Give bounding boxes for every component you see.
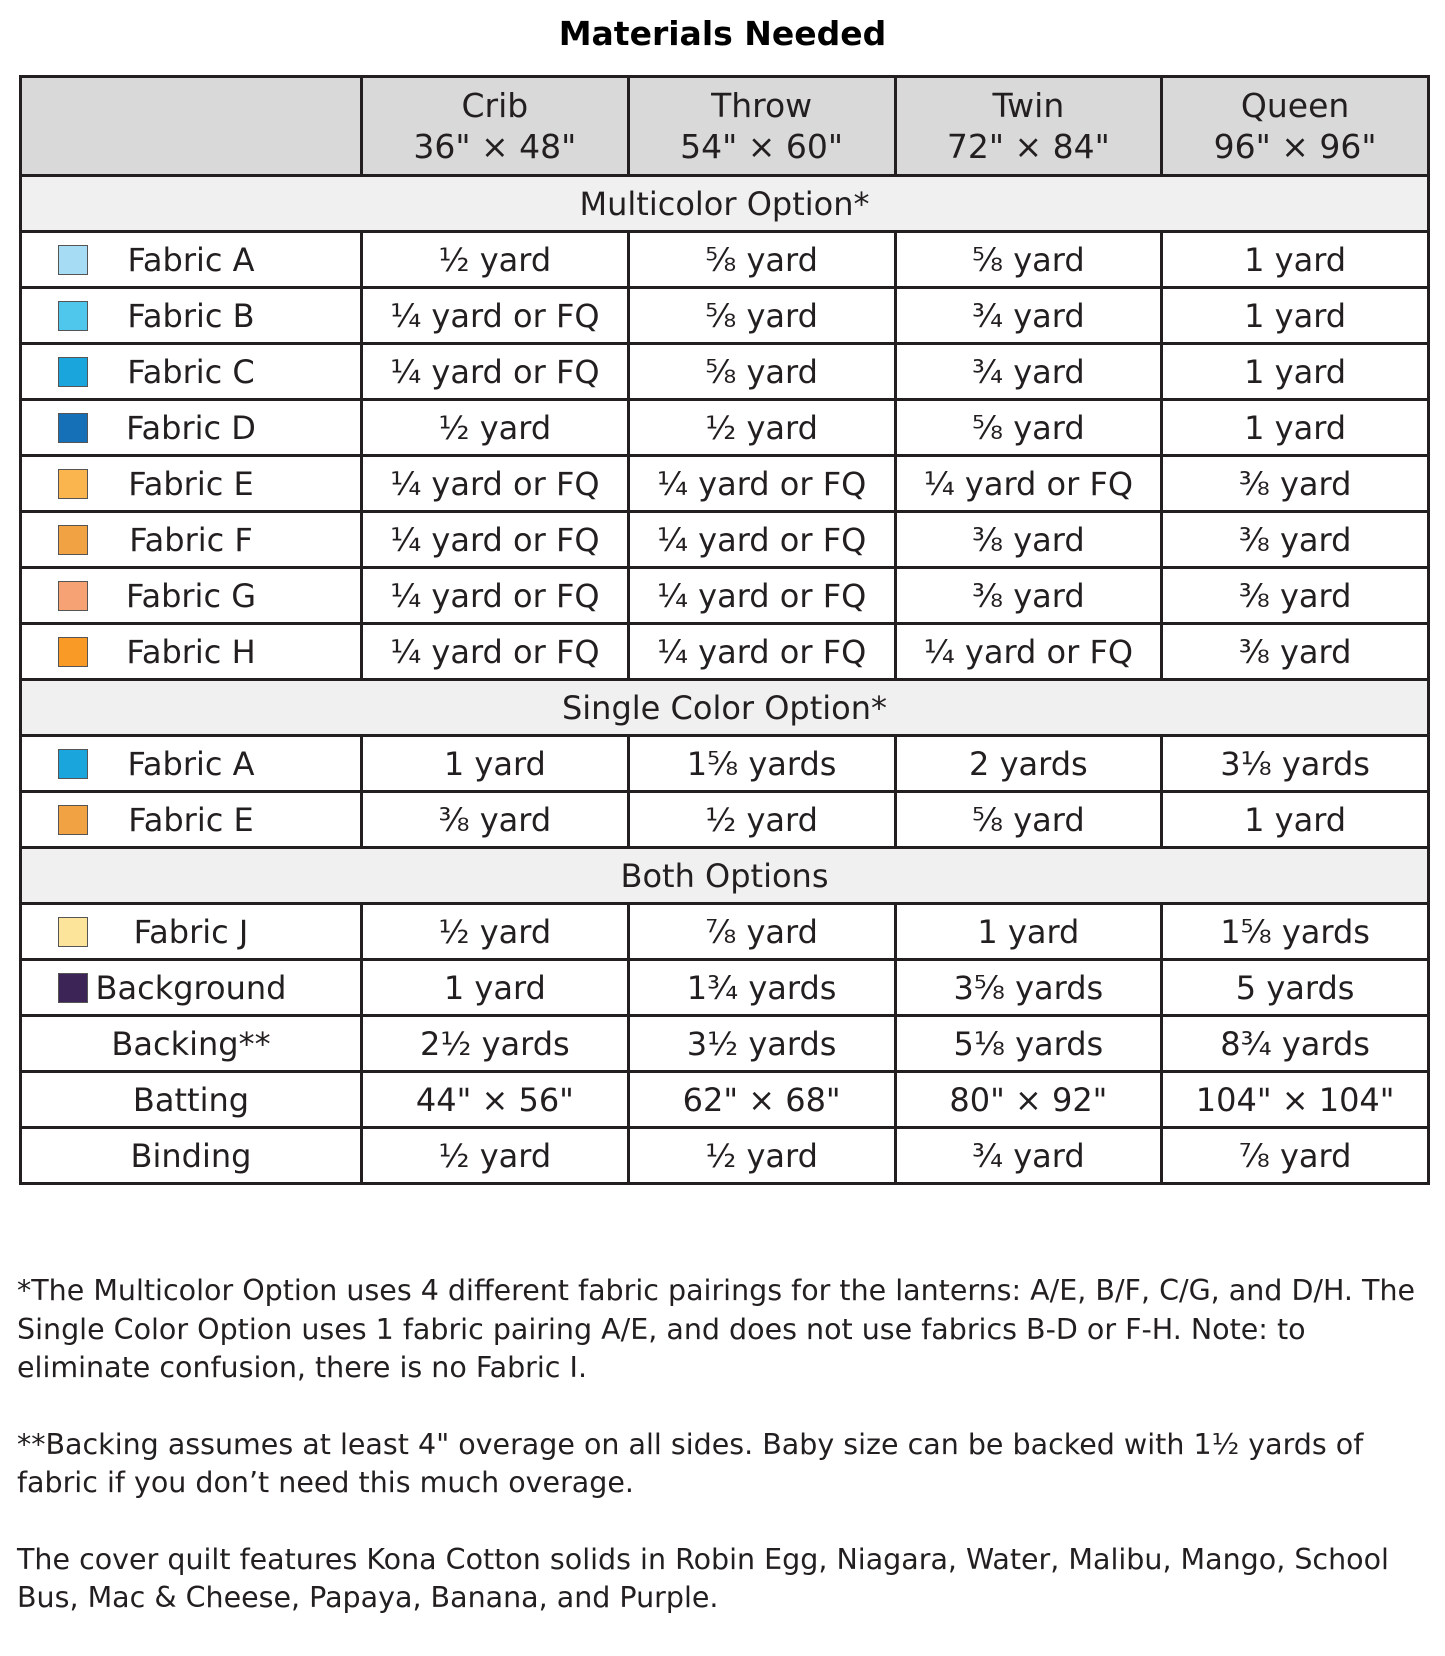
quantity-cell: 2½ yards (362, 1016, 629, 1072)
row-label-cell (21, 344, 362, 400)
quantity-cell: ⅜ yard (362, 792, 629, 848)
color-swatch (58, 413, 88, 443)
row-label-cell (21, 512, 362, 568)
footnote-cover-quilt: The cover quilt features Kona Cotton solids in Robin Egg, Niagara, Water, Malibu, Mango, School Bus, Mac & Cheese, Papaya, Banana, and Purple. (17, 1542, 1389, 1614)
quantity-cell: ⅜ yard (1162, 624, 1429, 680)
row-label: Fabric D (126, 408, 256, 447)
color-swatch (58, 469, 88, 499)
table-row (21, 624, 1429, 680)
quantity-cell: 1 yard (1162, 288, 1429, 344)
color-swatch (58, 805, 88, 835)
column-size: 36" × 48" (413, 127, 577, 166)
quantity-cell: 1 yard (362, 960, 629, 1016)
quantity-cell: ⅝ yard (628, 288, 895, 344)
table-row (21, 512, 1429, 568)
row-label: Fabric A (127, 744, 255, 783)
table-row (21, 904, 1429, 960)
quantity-cell: ½ yard (362, 232, 629, 288)
color-swatch (58, 245, 88, 275)
section-heading-row (21, 680, 1429, 736)
quantity-cell: ½ yard (628, 792, 895, 848)
color-swatch (58, 525, 88, 555)
quantity-cell: 1 yard (1162, 344, 1429, 400)
quantity-cell: ½ yard (362, 904, 629, 960)
quantity-cell: 1 yard (1162, 232, 1429, 288)
page-title: Materials Needed (558, 14, 887, 53)
row-label: Backing** (111, 1024, 271, 1063)
color-swatch (58, 749, 88, 779)
quantity-cell: 5⅛ yards (895, 1016, 1162, 1072)
color-swatch (58, 917, 88, 947)
row-label-cell (21, 1072, 362, 1128)
row-label-cell (21, 400, 362, 456)
quantity-cell: 62" × 68" (628, 1072, 895, 1128)
footnotes (17, 1272, 1437, 1656)
quantity-cell: ⅞ yard (1162, 1128, 1429, 1184)
row-label: Fabric J (133, 912, 249, 951)
quantity-cell: ¾ yard (895, 344, 1162, 400)
quantity-cell: 2 yards (895, 736, 1162, 792)
section-heading-row (21, 848, 1429, 904)
column-size: 54" × 60" (680, 127, 844, 166)
column-header-twin (895, 77, 1162, 176)
quantity-cell: 1 yard (362, 736, 629, 792)
table-row (21, 288, 1429, 344)
table-row (21, 736, 1429, 792)
column-size: 96" × 96" (1213, 127, 1377, 166)
footnote-backing: **Backing assumes at least 4" overage on all sides. Baby size can be backed with 1½ yards of fabric if you don’t need this much overage. (17, 1427, 1364, 1499)
row-label-cell (21, 288, 362, 344)
quantity-cell: ⅝ yard (628, 232, 895, 288)
column-name: Throw (711, 86, 813, 125)
quantity-cell: 1 yard (1162, 400, 1429, 456)
row-label: Background (95, 968, 287, 1007)
quantity-cell: ½ yard (362, 1128, 629, 1184)
row-label: Fabric H (126, 632, 256, 671)
section-heading: Both Options (21, 848, 1429, 904)
row-label-cell (21, 1128, 362, 1184)
quantity-cell: ½ yard (362, 400, 629, 456)
row-label-cell (21, 568, 362, 624)
table-row (21, 232, 1429, 288)
row-label-cell (21, 904, 362, 960)
row-label: Binding (130, 1136, 252, 1175)
quantity-cell: ¼ yard or FQ (362, 288, 629, 344)
quantity-cell: ¼ yard or FQ (362, 624, 629, 680)
quantity-cell: ¼ yard or FQ (628, 512, 895, 568)
quantity-cell: ¼ yard or FQ (895, 456, 1162, 512)
quantity-cell: ¼ yard or FQ (895, 624, 1162, 680)
table-row (21, 1072, 1429, 1128)
quantity-cell: 1⅝ yards (1162, 904, 1429, 960)
quantity-cell: ½ yard (628, 400, 895, 456)
section-heading-row (21, 176, 1429, 232)
quantity-cell: ⅞ yard (628, 904, 895, 960)
quantity-cell: ¼ yard or FQ (628, 568, 895, 624)
quantity-cell: ¼ yard or FQ (362, 568, 629, 624)
quantity-cell: 3⅝ yards (895, 960, 1162, 1016)
quantity-cell: ⅝ yard (895, 792, 1162, 848)
row-label-cell (21, 456, 362, 512)
quantity-cell: 44" × 56" (362, 1072, 629, 1128)
color-swatch (58, 301, 88, 331)
quantity-cell: 80" × 92" (895, 1072, 1162, 1128)
table-row (21, 456, 1429, 512)
row-label: Fabric F (129, 520, 253, 559)
color-swatch (58, 357, 88, 387)
quantity-cell: ⅜ yard (1162, 568, 1429, 624)
quantity-cell: 1¾ yards (628, 960, 895, 1016)
row-label-cell (21, 792, 362, 848)
quantity-cell: ¼ yard or FQ (362, 456, 629, 512)
color-swatch (58, 637, 88, 667)
quantity-cell: ⅜ yard (1162, 512, 1429, 568)
quantity-cell: ¾ yard (895, 1128, 1162, 1184)
quantity-cell: 8¾ yards (1162, 1016, 1429, 1072)
column-header-queen (1162, 77, 1429, 176)
quantity-cell: 5 yards (1162, 960, 1429, 1016)
quantity-cell: ⅝ yard (895, 232, 1162, 288)
row-label: Fabric E (128, 800, 254, 839)
quantity-cell: ⅜ yard (1162, 456, 1429, 512)
table-row (21, 344, 1429, 400)
materials-table (19, 75, 1430, 1185)
table-row (21, 400, 1429, 456)
row-label: Fabric B (127, 296, 255, 335)
quantity-cell: ⅜ yard (895, 512, 1162, 568)
column-header-throw (628, 77, 895, 176)
header-corner-cell (21, 77, 362, 176)
color-swatch (58, 581, 88, 611)
row-label-cell (21, 232, 362, 288)
column-size: 72" × 84" (946, 127, 1110, 166)
row-label-cell (21, 1016, 362, 1072)
row-label: Fabric A (127, 240, 255, 279)
quantity-cell: ½ yard (628, 1128, 895, 1184)
color-swatch (58, 973, 88, 1003)
section-heading: Single Color Option* (21, 680, 1429, 736)
quantity-cell: ¼ yard or FQ (362, 512, 629, 568)
row-label: Batting (132, 1080, 250, 1119)
column-name: Twin (992, 86, 1065, 125)
table-row (21, 792, 1429, 848)
row-label-cell (21, 624, 362, 680)
quantity-cell: ⅜ yard (895, 568, 1162, 624)
quantity-cell: ⅝ yard (628, 344, 895, 400)
table-row (21, 1016, 1429, 1072)
quantity-cell: 1⅝ yards (628, 736, 895, 792)
row-label-cell (21, 736, 362, 792)
quantity-cell: ¾ yard (895, 288, 1162, 344)
footnote-multicolor: *The Multicolor Option uses 4 different fabric pairings for the lanterns: A/E, B/F, C/G, and D/H. The Single Color Option uses 1 fabric pairing A/E, and does not use fabrics B-D or F-H. Note: to eliminate confusion, there is no Fabric I. (17, 1274, 1416, 1384)
header-row (21, 77, 1429, 176)
quantity-cell: ¼ yard or FQ (362, 344, 629, 400)
column-name: Crib (461, 86, 529, 125)
quantity-cell: 3⅛ yards (1162, 736, 1429, 792)
quantity-cell: ¼ yard or FQ (628, 624, 895, 680)
row-label-cell (21, 960, 362, 1016)
quantity-cell: 1 yard (895, 904, 1162, 960)
section-heading: Multicolor Option* (21, 176, 1429, 232)
quantity-cell: 3½ yards (628, 1016, 895, 1072)
quantity-cell: 1 yard (1162, 792, 1429, 848)
quantity-cell: ¼ yard or FQ (628, 456, 895, 512)
row-label: Fabric C (127, 352, 255, 391)
table-row (21, 1128, 1429, 1184)
column-header-crib (362, 77, 629, 176)
column-name: Queen (1240, 86, 1350, 125)
table-row (21, 960, 1429, 1016)
table-row (21, 568, 1429, 624)
quantity-cell: ⅝ yard (895, 400, 1162, 456)
row-label: Fabric G (126, 576, 256, 615)
row-label: Fabric E (128, 464, 254, 503)
quantity-cell: 104" × 104" (1162, 1072, 1429, 1128)
